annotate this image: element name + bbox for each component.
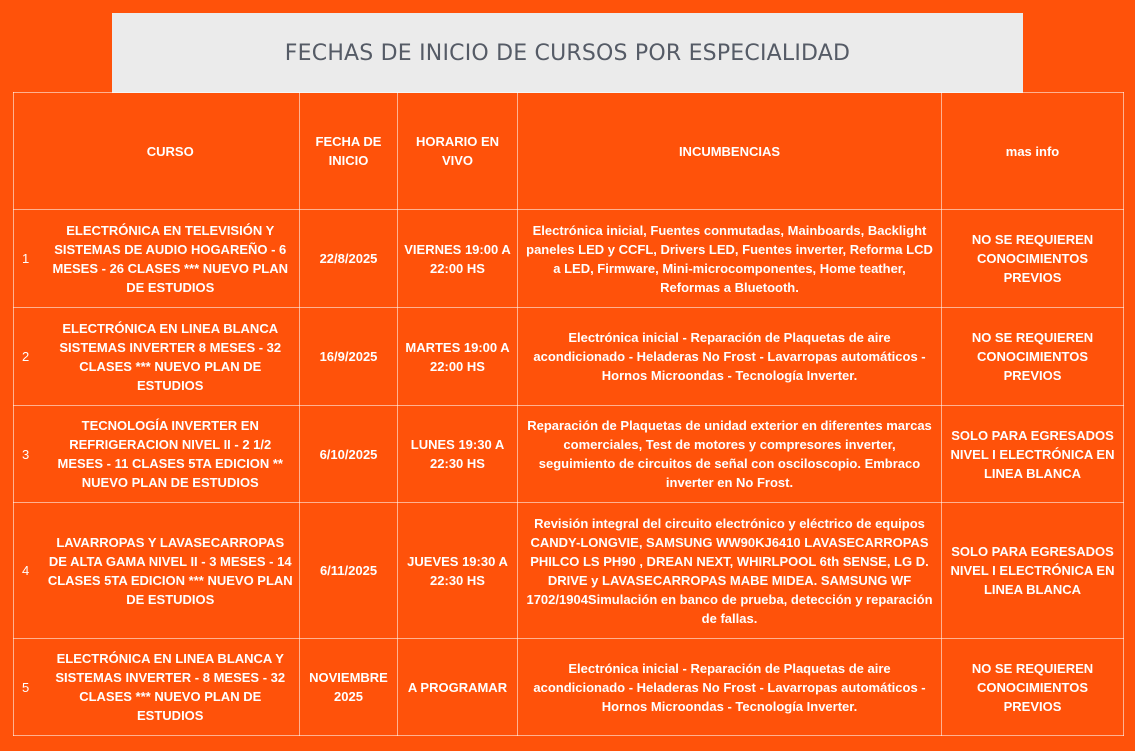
incumbencias: Electrónica inicial - Reparación de Plaquetas de aire acondicionado - Heladeras No Frost - Lavarropas automáticos - Hornos Microondas - Tecnología Inverter. xyxy=(518,308,942,406)
incumbencias: Electrónica inicial, Fuentes conmutadas, Mainboards, Backlight paneles LED y CCFL, Drivers LED, Fuentes inverter, Reforma LCD a LED, Firmware, Mini-microcomponentes, Home teather, Reformas a Bluetooth. xyxy=(518,210,942,308)
row-number: 5 xyxy=(14,639,42,736)
course-name: ELECTRÓNICA EN TELEVISIÓN Y SISTEMAS DE AUDIO HOGAREÑO - 6 MESES - 26 CLASES *** NUEVO PLAN DE ESTUDIOS xyxy=(42,210,300,308)
schedule: LUNES 19:30 A 22:30 HS xyxy=(398,406,518,503)
start-date: 6/11/2025 xyxy=(300,503,398,639)
header-curso: CURSO xyxy=(42,93,300,210)
table-row xyxy=(14,308,1124,406)
row-number: 4 xyxy=(14,503,42,639)
course-name: LAVARROPAS Y LAVASECARROPAS DE ALTA GAMA NIVEL II - 3 MESES - 14 CLASES 5TA EDICION *** NUEVO PLAN DE ESTUDIOS xyxy=(42,503,300,639)
incumbencias: Reparación de Plaquetas de unidad exterior en diferentes marcas comerciales, Test de motores y compresores inverter, seguimiento de circuitos de señal con osciloscopio. Embraco inverter en No Frost. xyxy=(518,406,942,503)
table-row xyxy=(14,406,1124,503)
table-row xyxy=(14,639,1124,736)
start-date: 6/10/2025 xyxy=(300,406,398,503)
page-title: FECHAS DE INICIO DE CURSOS POR ESPECIALIDAD xyxy=(284,40,851,66)
header-num xyxy=(14,93,42,210)
course-name: ELECTRÓNICA EN LINEA BLANCA SISTEMAS INVERTER 8 MESES - 32 CLASES *** NUEVO PLAN DE ESTUDIOS xyxy=(42,308,300,406)
schedule: A PROGRAMAR xyxy=(398,639,518,736)
course-name: TECNOLOGÍA INVERTER EN REFRIGERACION NIVEL II - 2 1/2 MESES - 11 CLASES 5TA EDICION ** NUEVO PLAN DE ESTUDIOS xyxy=(42,406,300,503)
incumbencias: Revisión integral del circuito electrónico y eléctrico de equipos CANDY-LONGVIE, SAMSUNG WW90KJ6410 LAVASECARROPAS PHILCO LS PH90 , DREAN NEXT, WHIRLPOOL 6th SENSE, LG D. DRIVE y LAVASECARROPAS MABE MIDEA. SAMSUNG WF 1702/1904Simulación en banco de prueba, detección y reparación de fallas. xyxy=(518,503,942,639)
more-info: NO SE REQUIEREN CONOCIMIENTOS PREVIOS xyxy=(942,308,1124,406)
schedule: MARTES 19:00 A 22:00 HS xyxy=(398,308,518,406)
header-incumbencias: INCUMBENCIAS xyxy=(518,93,942,210)
schedule: JUEVES 19:30 A 22:30 HS xyxy=(398,503,518,639)
start-date: 16/9/2025 xyxy=(300,308,398,406)
start-date: 22/8/2025 xyxy=(300,210,398,308)
header-horario: HORARIO EN VIVO xyxy=(398,93,518,210)
header-fecha: FECHA DE INICIO xyxy=(300,93,398,210)
start-date: NOVIEMBRE 2025 xyxy=(300,639,398,736)
more-info: SOLO PARA EGRESADOS NIVEL I ELECTRÓNICA EN LINEA BLANCA xyxy=(942,503,1124,639)
row-number: 1 xyxy=(14,210,42,308)
header-info: mas info xyxy=(942,93,1124,210)
more-info: SOLO PARA EGRESADOS NIVEL I ELECTRÓNICA EN LINEA BLANCA xyxy=(942,406,1124,503)
row-number: 2 xyxy=(14,308,42,406)
courses-table xyxy=(13,92,1124,736)
course-name: ELECTRÓNICA EN LINEA BLANCA Y SISTEMAS INVERTER - 8 MESES - 32 CLASES *** NUEVO PLAN DE ESTUDIOS xyxy=(42,639,300,736)
incumbencias: Electrónica inicial - Reparación de Plaquetas de aire acondicionado - Heladeras No Frost - Lavarropas automáticos - Hornos Microondas - Tecnología Inverter. xyxy=(518,639,942,736)
table-row xyxy=(14,503,1124,639)
table-row xyxy=(14,210,1124,308)
table-header-row xyxy=(14,93,1124,210)
title-banner xyxy=(112,13,1023,93)
more-info: NO SE REQUIEREN CONOCIMIENTOS PREVIOS xyxy=(942,639,1124,736)
row-number: 3 xyxy=(14,406,42,503)
schedule: VIERNES 19:00 A 22:00 HS xyxy=(398,210,518,308)
more-info: NO SE REQUIEREN CONOCIMIENTOS PREVIOS xyxy=(942,210,1124,308)
